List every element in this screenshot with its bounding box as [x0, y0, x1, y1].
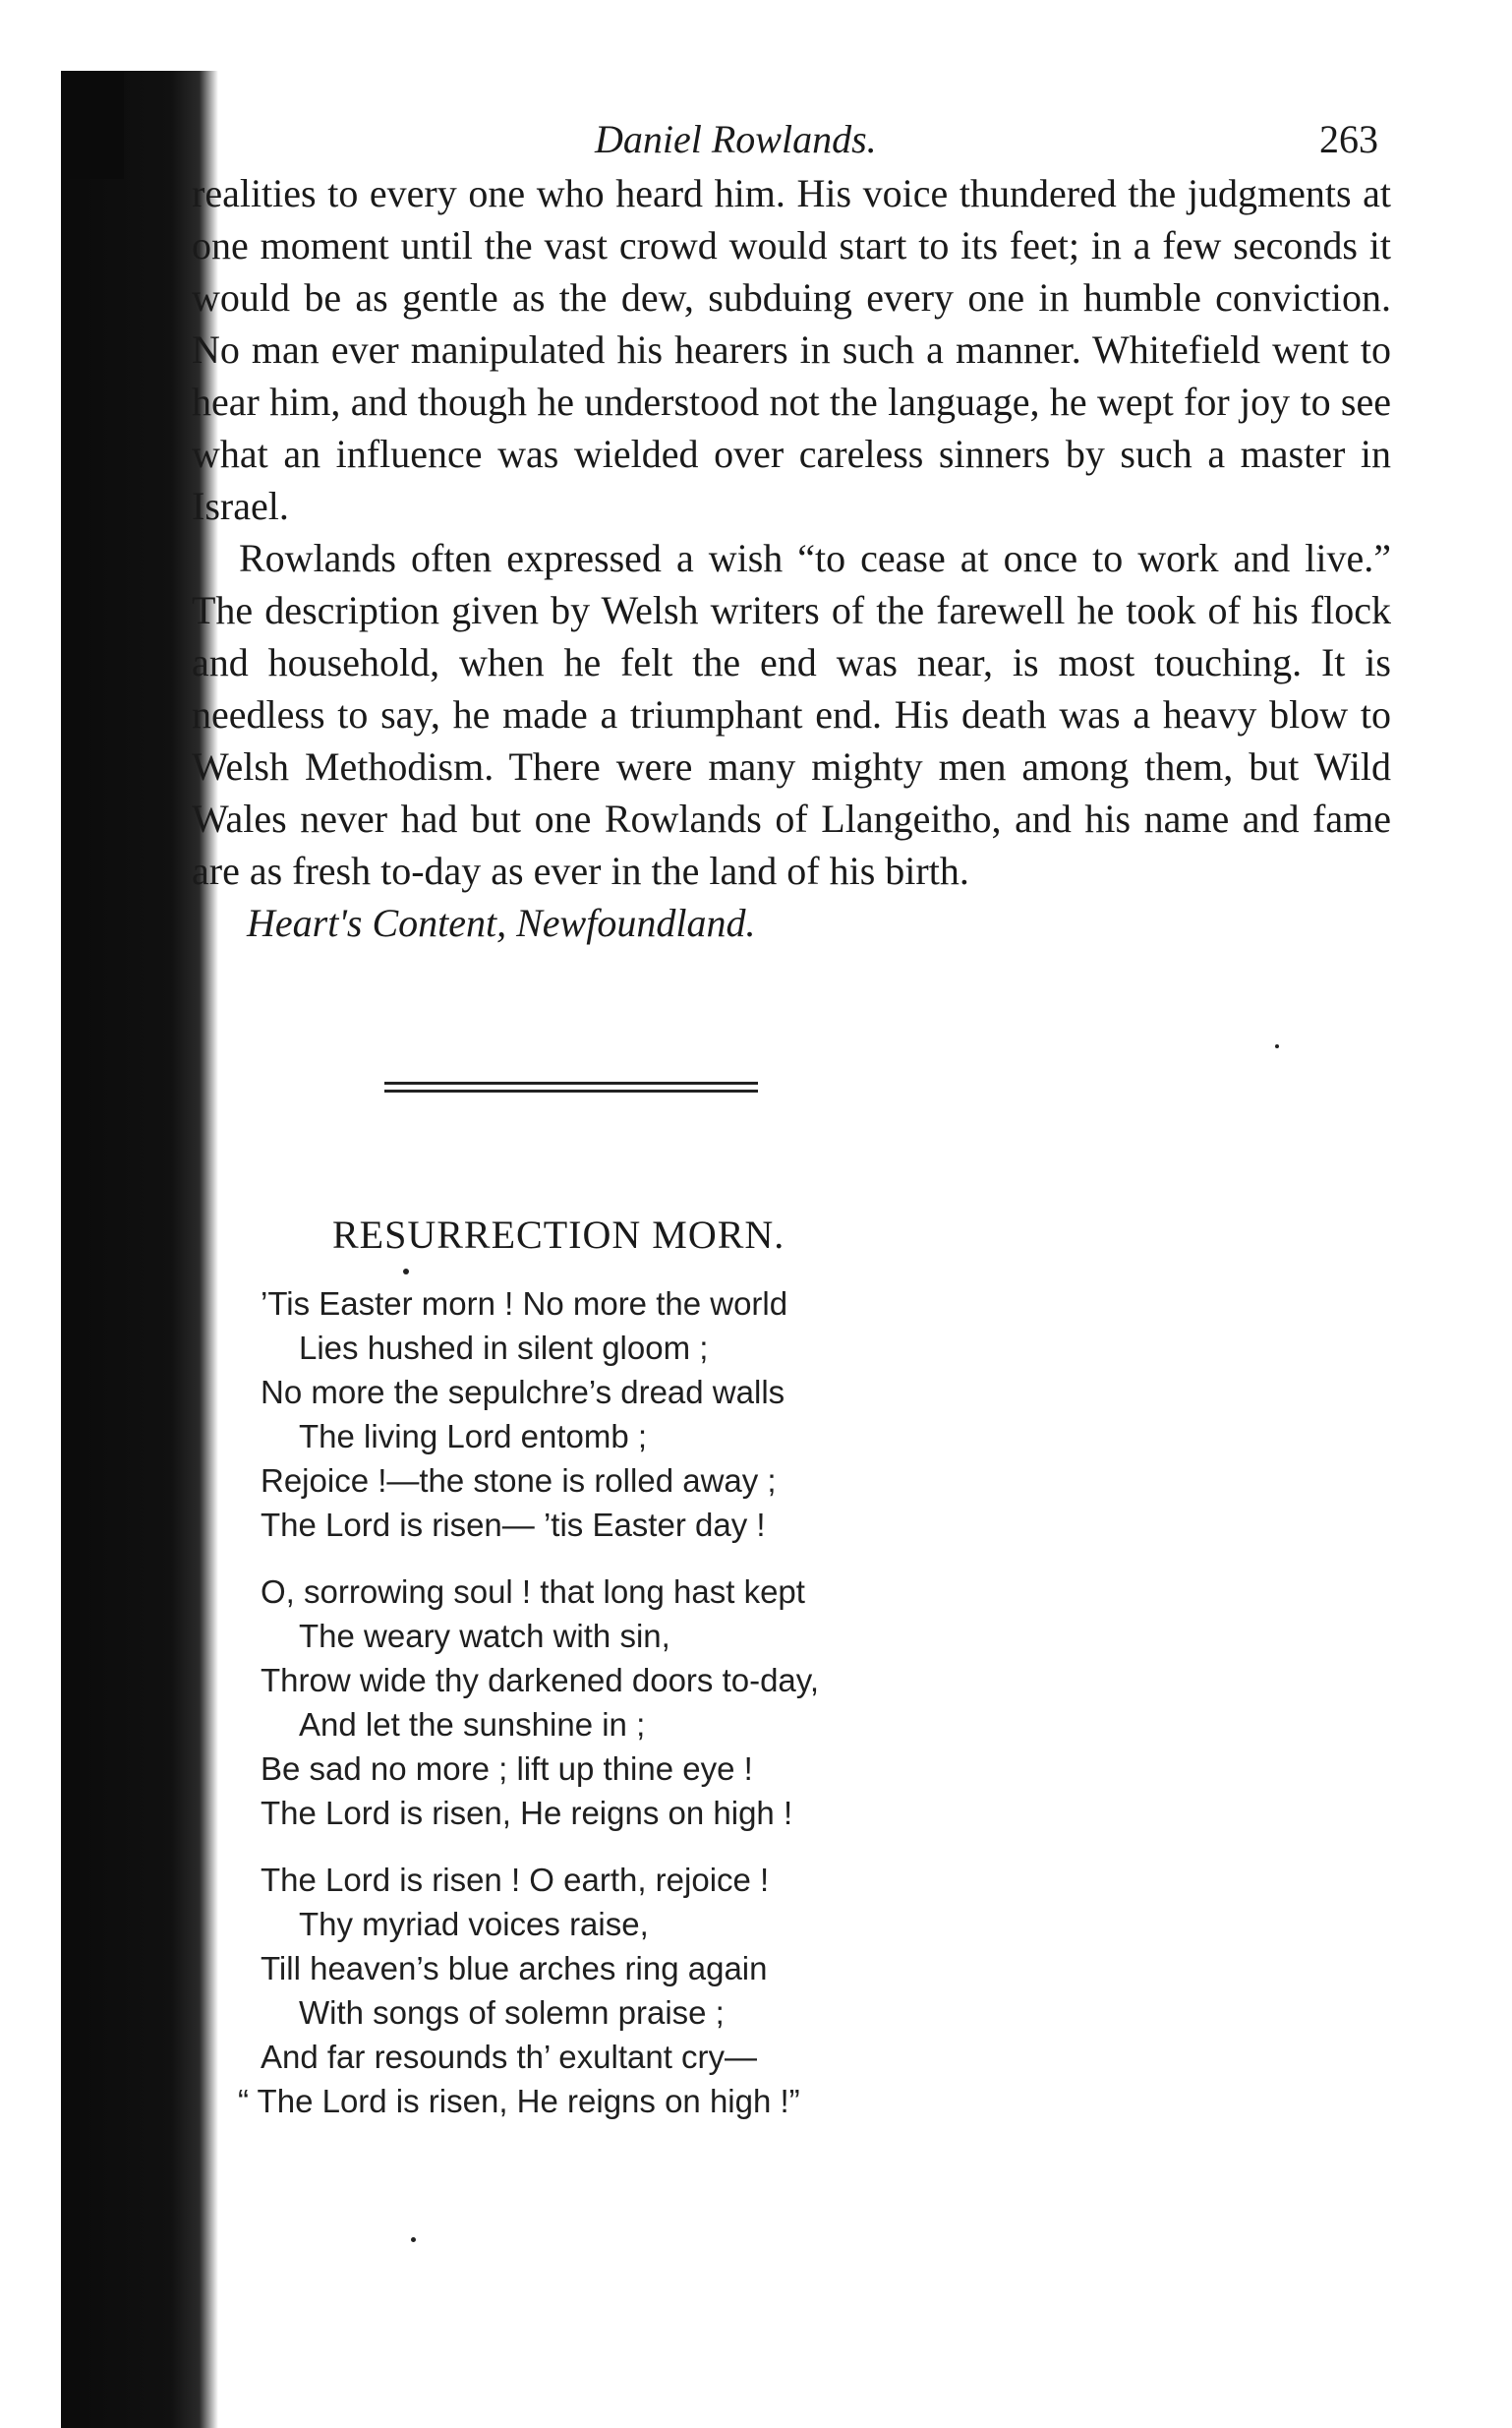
running-head [192, 108, 1391, 167]
binding-shadow-top [61, 71, 124, 179]
author-location: Heart's Content, Newfoundland. [247, 901, 756, 945]
poem-line: Be sad no more ; lift up thine eye ! [261, 1750, 753, 1787]
page-number: 263 [1319, 117, 1378, 161]
poem-line: The weary watch with sin, [299, 1618, 670, 1654]
poem-line: The Lord is risen— ’tis Easter day ! [261, 1507, 766, 1543]
poem-title: RESURRECTION MORN. [332, 1213, 785, 1257]
running-title: Daniel Rowlands. [595, 117, 877, 161]
paragraph: Rowlands often expressed a wish “to cease at once to work and live.” The description given by Welsh writers of the farewell he took of his flock and household, when he felt the end was near, is most touching. It is needless to say, he made a triumphant end. His death was a heavy blow to Welsh Methodism. There were many mighty men among them, but Wild Wales never had but one Rowlands of Llangeitho, and his name and fame are as fresh to-day as ever in the land of his birth. [192, 536, 1391, 893]
poem-line: Thy myriad voices raise, [299, 1906, 649, 1942]
scan-speck [411, 2237, 416, 2242]
poem-line: The Lord is risen, He reigns on high ! [261, 1795, 793, 1831]
scan-speck [1275, 1044, 1279, 1048]
stanza [238, 1858, 819, 2123]
poem-line: The living Lord entomb ; [299, 1418, 648, 1454]
paragraph: realities to every one who heard him. His voice thundered the judgments at one moment until the vast crowd would start to its feet; in a few seconds it would be as gentle as the dew, subduing every one in humble conviction. No man ever manipulated his hearers in such a manner. Whitefield went to hear him, and though he understood not the language, he wept for joy to see what an influence was wielded over careless sinners by such a master in Israel. [192, 171, 1391, 528]
scan-speck [403, 1269, 409, 1274]
poem-line: Rejoice !—the stone is rolled away ; [261, 1462, 777, 1499]
stanza [261, 1281, 819, 1547]
poem-line: Lies hushed in silent gloom ; [299, 1330, 709, 1366]
article-body [192, 167, 1391, 949]
poem [238, 1281, 820, 2146]
poem-line: With songs of solemn praise ; [299, 1994, 725, 2031]
poem-line: Throw wide thy darkened doors to-day, [261, 1662, 820, 1698]
book-page [192, 108, 1391, 949]
poem-line: O, sorrowing soul ! that long hast kept [261, 1573, 805, 1610]
stanza [261, 1569, 819, 1835]
poem-line: No more the sepulchre’s dread walls [261, 1374, 785, 1410]
poem-line: Till heaven’s blue arches ring again [261, 1950, 768, 1986]
section-divider [384, 1082, 758, 1097]
poem-line: ’Tis Easter morn ! No more the world [261, 1285, 788, 1322]
poem-line: “ The Lord is risen, He reigns on high !” [238, 2083, 800, 2119]
poem-line: And let the sunshine in ; [299, 1706, 646, 1743]
poem-line: The Lord is risen ! O earth, rejoice ! [261, 1862, 770, 1898]
poem-line: And far resounds th’ exultant cry— [261, 2039, 758, 2075]
